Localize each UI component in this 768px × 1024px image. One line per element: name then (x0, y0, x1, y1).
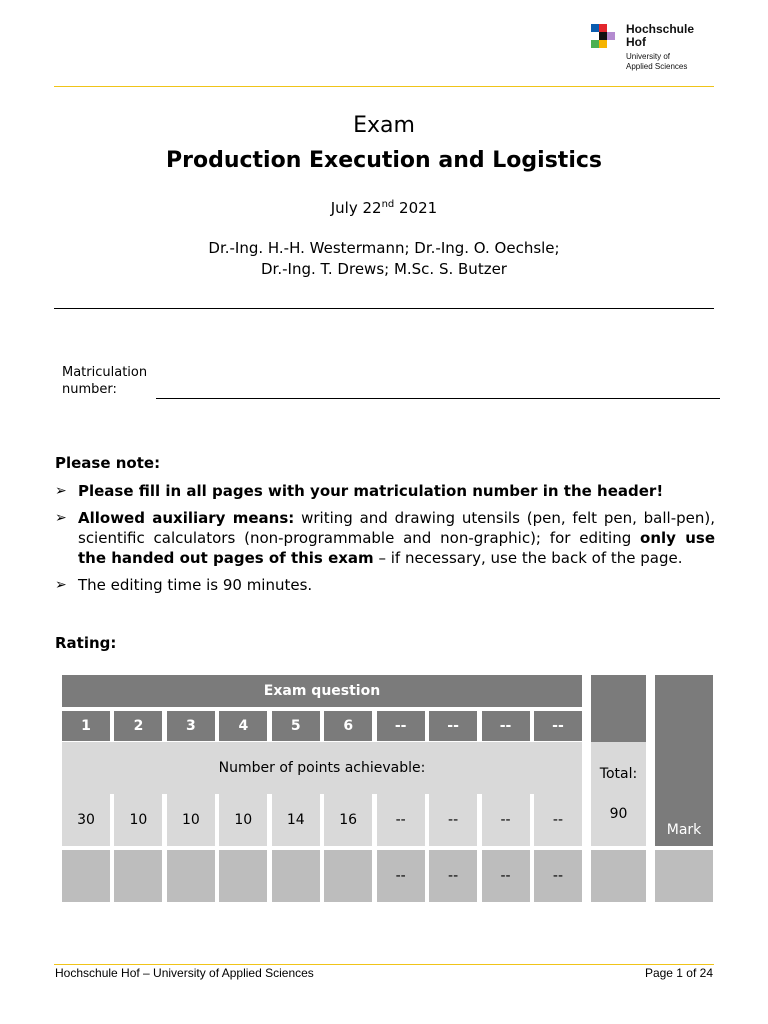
points-cell: 14 (272, 794, 320, 846)
arrow-bullet-icon: ➢ (55, 510, 67, 526)
exam-subject: Production Execution and Logistics (166, 148, 602, 173)
points-cell: 10 (114, 794, 162, 846)
question-number-cell: 6 (324, 711, 372, 741)
question-number-cell: -- (482, 711, 530, 741)
note-heading: Please note: (55, 454, 161, 472)
points-cell: -- (429, 794, 477, 846)
score-cell[interactable]: -- (534, 850, 582, 902)
page-title: Exam (353, 113, 415, 138)
score-cell[interactable]: -- (377, 850, 425, 902)
arrow-bullet-icon: ➢ (55, 483, 67, 499)
score-cell[interactable] (167, 850, 215, 902)
score-cell[interactable] (114, 850, 162, 902)
footer-institution: Hochschule Hof – University of Applied Sciences (55, 966, 314, 980)
question-number-cell: 4 (219, 711, 267, 741)
points-cell: 30 (62, 794, 110, 846)
points-cell: -- (377, 794, 425, 846)
footer-page-number: Page 1 of 24 (644, 966, 713, 980)
note-item: ➢ Allowed auxiliary means: writing and drawing utensils (pen, felt pen, ball-pen), scientific calculators (non-programmable and non-graphic); for editing only use the handed out pages of this exam – if necessary, use the back of the page. (55, 509, 716, 567)
question-number-cell: -- (429, 711, 477, 741)
score-cell[interactable]: -- (482, 850, 530, 902)
points-cell: -- (534, 794, 582, 846)
question-number-cell: -- (534, 711, 582, 741)
score-cell[interactable] (324, 850, 372, 902)
logo-subtitle: University of Applied Sciences (626, 52, 688, 71)
score-cell[interactable] (219, 850, 267, 902)
total-value: 90 (609, 806, 628, 822)
total-cell (591, 742, 646, 846)
points-cell: -- (482, 794, 530, 846)
score-cell[interactable] (62, 850, 110, 902)
points-cell: 16 (324, 794, 372, 846)
mark-score-cell[interactable] (655, 850, 713, 902)
question-number-cell: 1 (62, 711, 110, 741)
total-score-cell[interactable] (591, 850, 646, 902)
total-header-cell (591, 675, 646, 742)
footer-divider (54, 964, 714, 965)
note-item: ➢ The editing time is 90 minutes. (55, 576, 313, 594)
exam-question-header: Exam question (62, 675, 582, 707)
mark-header-cell (655, 675, 713, 742)
points-cell: 10 (167, 794, 215, 846)
arrow-bullet-icon: ➢ (55, 577, 67, 593)
logo-name: Hochschule Hof (626, 22, 695, 49)
points-achievable-label: Number of points achievable: (62, 742, 582, 794)
exam-date: July 22nd 2021 (330, 199, 438, 217)
question-number-cell: 2 (114, 711, 162, 741)
question-number-cell: 5 (272, 711, 320, 741)
score-cell[interactable]: -- (429, 850, 477, 902)
question-number-cell: 3 (167, 711, 215, 741)
score-cell[interactable] (272, 850, 320, 902)
note-item: ➢ Please fill in all pages with your matriculation number in the header! (55, 482, 664, 500)
matriculation-label: Matriculation number: (62, 365, 148, 397)
total-label: Total: (599, 766, 638, 782)
question-number-cell: -- (377, 711, 425, 741)
points-cell: 10 (219, 794, 267, 846)
exam-authors: Dr.-Ing. H.-H. Westermann; Dr.-Ing. O. Oechsle; Dr.-Ing. T. Drews; M.Sc. S. Butzer (208, 239, 560, 278)
rating-heading: Rating: (55, 634, 117, 652)
mark-label: Mark (655, 742, 713, 846)
